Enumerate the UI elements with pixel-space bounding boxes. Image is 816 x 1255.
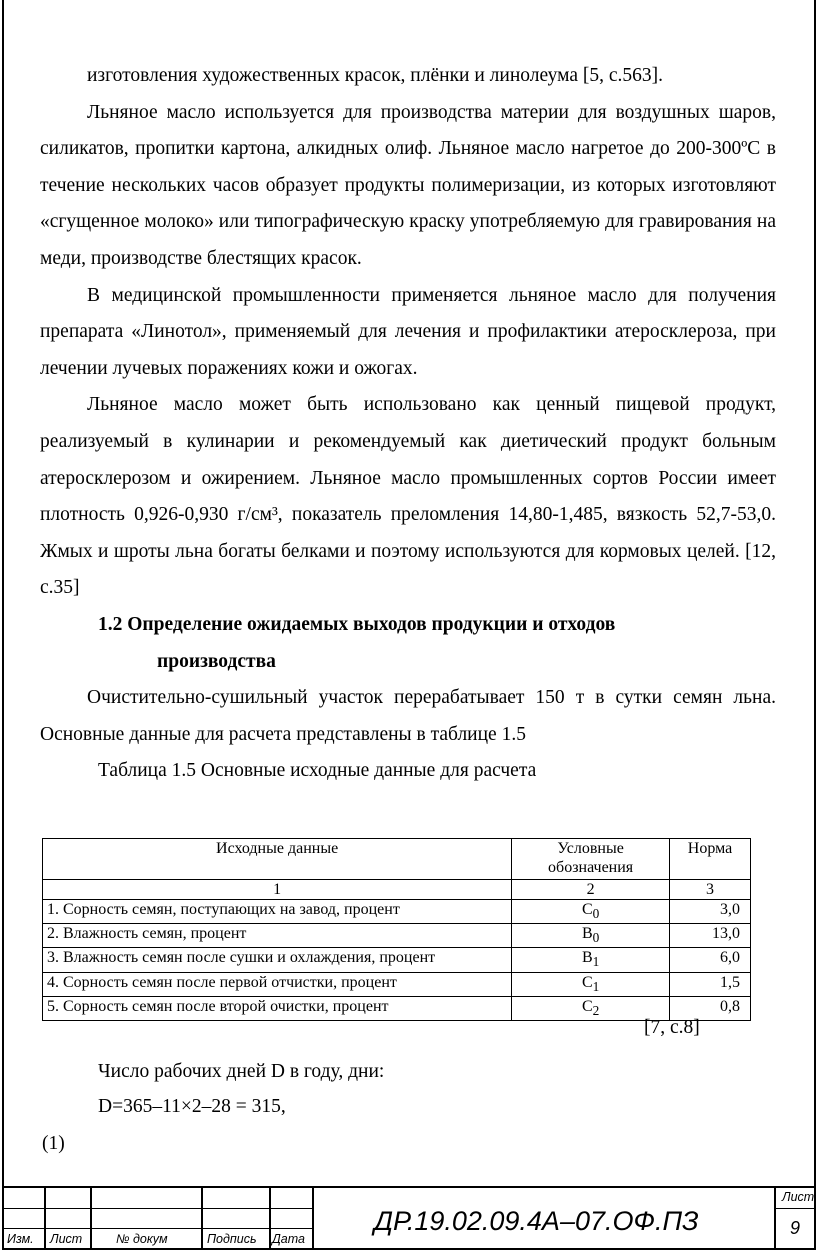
section-heading-line-2: производства (157, 650, 276, 672)
header-norm: Норма (670, 839, 751, 880)
document-code: ДР.19.02.09.4А–07.ОФ.ПЗ (374, 1206, 699, 1236)
row-value: 6,0 (670, 948, 751, 972)
stamp-row-line (4, 1208, 312, 1209)
table-header-row (43, 839, 751, 880)
stamp-label-date: Дата (272, 1232, 305, 1246)
sheet-number: 9 (790, 1218, 801, 1238)
table-row (43, 900, 751, 924)
col-number-2: 2 (512, 880, 670, 900)
table-reference: [7, с.8] (644, 1017, 700, 1038)
title-block-stamp (4, 1186, 814, 1250)
paragraph-4: Льняное масло может быть использовано как ценный пищевой продукт, реализуемый в кулинарии и рекомендуемый как диетический продукт больным атеросклерозом и ожирением. Льняное масло промышленных сортов России имеет плотность 0,926-0,930 г/см³, показатель преломления 14,80-1,485, вязкость 52,7-53,0. Жмых и шроты льна богаты белками и поэтому используются для кормовых целей. [12, с.35] (40, 394, 776, 599)
row-description: 1. Сорность семян, поступающих на завод, процент (43, 900, 512, 924)
stamp-label-sheet: Лист (50, 1232, 83, 1246)
row-value: 13,0 (670, 924, 751, 948)
stamp-divider (90, 1188, 92, 1250)
row-value: 0,8 (670, 996, 751, 1020)
intro-paragraph: Очистительно-сушильный участок перерабатывает 150 т в сутки семян льна. Основные данные для расчета представлены в таблице 1.5 (40, 687, 776, 745)
stamp-label-signature: Подпись (207, 1232, 257, 1246)
header-source-data: Исходные данные (43, 839, 512, 880)
stamp-label-change: Изм. (7, 1232, 34, 1246)
paragraph-1: изготовления художественных красок, плёнки и линолеума [5, с.563]. (87, 65, 664, 86)
row-symbol: $C_1$ (512, 972, 670, 996)
table-row (43, 924, 751, 948)
stamp-divider (269, 1188, 271, 1250)
row-symbol: $В_0$ (512, 924, 670, 948)
row-description: 3. Влажность семян после сушки и охлаждения, процент (43, 948, 512, 972)
stamp-row-line (774, 1208, 814, 1209)
stamp-divider (312, 1188, 314, 1250)
stamp-row-line (4, 1228, 312, 1229)
row-value: 1,5 (670, 972, 751, 996)
document-body (40, 58, 776, 790)
row-description: 5. Сорность семян после второй очистки, процент (43, 996, 512, 1020)
paragraph-3: В медицинской промышленности применяется льняное масло для получения препарата «Линотол», применяемый для лечения и профилактики атеросклероза, при лечении лучевых поражениях кожи и ожогах. (40, 284, 776, 379)
table-caption: Таблица 1.5 Основные исходные данные для расчета (98, 760, 537, 782)
row-description: 4. Сорность семян после первой отчистки, процент (43, 972, 512, 996)
formula-label: Число рабочих дней D в году, дни: (98, 1061, 385, 1082)
paragraph-2: Льняное масло используется для производства материи для воздушных шаров, силикатов, пропитки картона, алкидных олиф. Льняное масло нагретое до 200-300ºС в течение нескольких часов образует продукты полимеризации, из которых изготовляют «сгущенное молоко» или типографическую краску употребляемую для гравирования на меди, производстве блестящих красок. (40, 101, 776, 269)
stamp-divider (201, 1188, 203, 1250)
stamp-label-doc-number: № докум (116, 1232, 168, 1246)
row-value: 3,0 (670, 900, 751, 924)
table-row (43, 948, 751, 972)
row-symbol: $C_2$ (512, 996, 670, 1020)
table-row (43, 972, 751, 996)
row-symbol: $C_0$ (512, 900, 670, 924)
row-symbol: $В_1$ (512, 948, 670, 972)
row-description: 2. Влажность семян, процент (43, 924, 512, 948)
table-number-row (43, 880, 751, 900)
header-symbols: Условные обозначения (512, 839, 670, 880)
stamp-divider (774, 1188, 776, 1250)
sheet-label: Лист (782, 1190, 815, 1204)
col-number-3: 3 (670, 880, 751, 900)
section-heading-line-1: 1.2 Определение ожидаемых выходов продукции и отходов (98, 613, 616, 635)
formula: D=365–11×2–28 = 315, (98, 1096, 286, 1117)
data-table (42, 838, 751, 1021)
col-number-1: 1 (43, 880, 512, 900)
equation-number: (1) (42, 1133, 65, 1154)
stamp-divider (44, 1188, 46, 1250)
